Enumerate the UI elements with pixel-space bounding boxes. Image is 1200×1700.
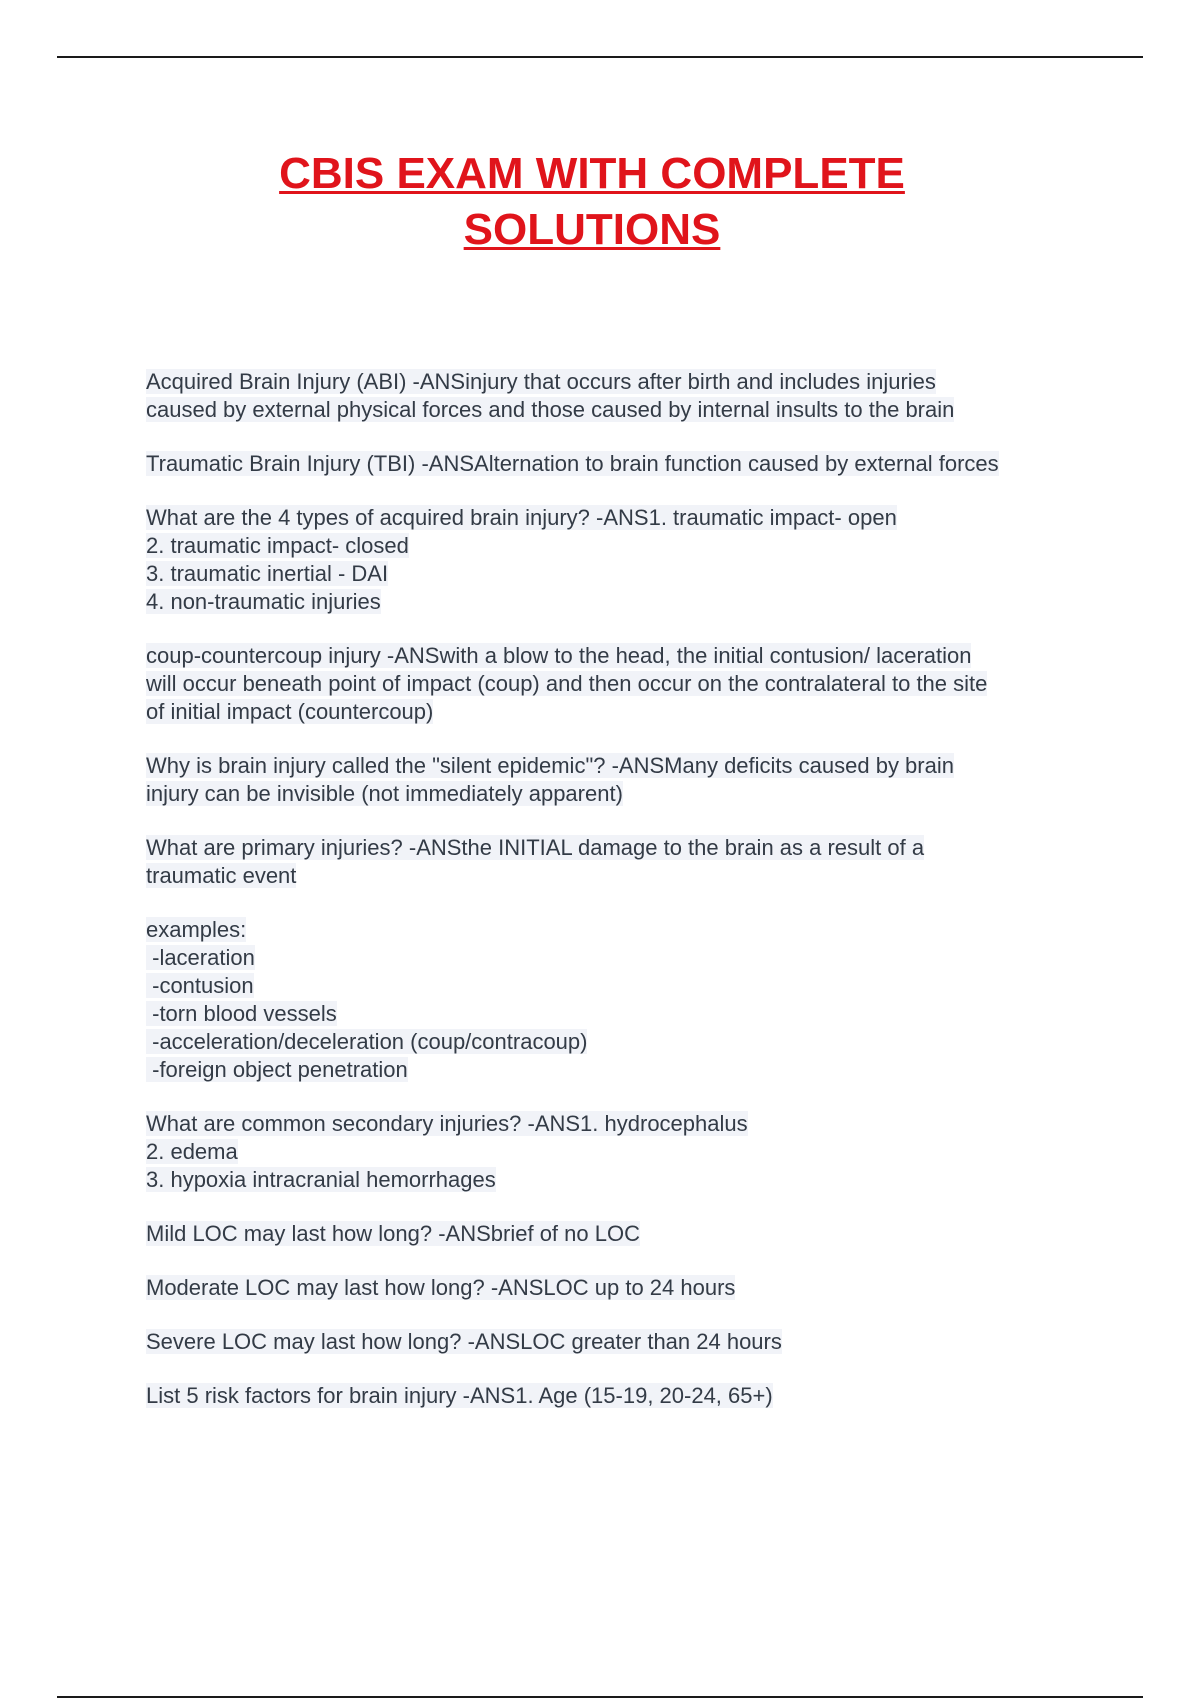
qa-entry-line <box>146 1138 1146 1166</box>
qa-entry-line <box>146 1110 1146 1138</box>
qa-entry-line <box>146 450 1146 478</box>
qa-entry-text: will occur beneath point of impact (coup) and then occur on the contralateral to the site <box>146 671 988 696</box>
qa-entry-text: 4. non-traumatic injuries <box>146 589 381 614</box>
qa-entry-line <box>146 670 1146 698</box>
qa-entry <box>146 1382 1146 1410</box>
qa-entry-text: What are primary injuries? -ANSthe INITIAL damage to the brain as a result of a <box>146 835 925 860</box>
qa-entry-line <box>146 560 1146 588</box>
qa-entry-text: What are the 4 types of acquired brain injury? -ANS1. traumatic impact- open <box>146 505 897 530</box>
qa-entry-line <box>146 1028 1146 1056</box>
qa-entry-line <box>146 780 1146 808</box>
qa-entry-line <box>146 1220 1146 1248</box>
qa-entry-line <box>146 752 1146 780</box>
qa-entry-text: Why is brain injury called the "silent epidemic"? -ANSMany deficits caused by brain <box>146 753 954 778</box>
qa-entry-text: 3. traumatic inertial - DAI <box>146 561 389 586</box>
qa-entry-line <box>146 1328 1146 1356</box>
qa-entry-text: What are common secondary injuries? -ANS1. hydrocephalus <box>146 1111 748 1136</box>
qa-entry-line <box>146 368 1146 396</box>
qa-entry <box>146 1110 1146 1194</box>
qa-entry-text: -torn blood vessels <box>146 1001 337 1026</box>
qa-entry-text: Severe LOC may last how long? -ANSLOC greater than 24 hours <box>146 1329 782 1354</box>
qa-entry <box>146 916 1146 1084</box>
qa-entry-line <box>146 916 1146 944</box>
qa-entry <box>146 752 1146 808</box>
qa-entry-line <box>146 588 1146 616</box>
qa-entry <box>146 1328 1146 1356</box>
qa-entry <box>146 504 1146 616</box>
qa-entry-text: -contusion <box>146 973 254 998</box>
qa-entry <box>146 642 1146 726</box>
qa-entry-text: -acceleration/deceleration (coup/contracoup) <box>146 1029 588 1054</box>
qa-entry-text: 3. hypoxia intracranial hemorrhages <box>146 1167 496 1192</box>
qa-entry-line <box>146 1274 1146 1302</box>
qa-entry-line <box>146 1056 1146 1084</box>
qa-entry-line <box>146 396 1146 424</box>
qa-entry-text: Mild LOC may last how long? -ANSbrief of no LOC <box>146 1221 640 1246</box>
qa-entry-line <box>146 1382 1146 1410</box>
qa-entry-line <box>146 944 1146 972</box>
qa-entry-line <box>146 504 1146 532</box>
qa-entry <box>146 368 1146 424</box>
qa-entry <box>146 1274 1146 1302</box>
title-line-2: SOLUTIONS <box>463 205 721 254</box>
qa-entry-line <box>146 972 1146 1000</box>
qa-entry-line <box>146 698 1146 726</box>
qa-entry-text: List 5 risk factors for brain injury -ANS1. Age (15-19, 20-24, 65+) <box>146 1383 773 1408</box>
qa-entry-line <box>146 642 1146 670</box>
qa-entry-text: -laceration <box>146 945 255 970</box>
qa-entry-text: Acquired Brain Injury (ABI) -ANSinjury that occurs after birth and includes injuries <box>146 369 936 394</box>
qa-entry-text: 2. traumatic impact- closed <box>146 533 409 558</box>
bottom-rule <box>57 1696 1143 1698</box>
qa-entry-text: 2. edema <box>146 1139 238 1164</box>
top-rule <box>57 56 1143 58</box>
qa-entry-line <box>146 1166 1146 1194</box>
qa-entry-line <box>146 532 1146 560</box>
qa-entry-text: coup-countercoup injury -ANSwith a blow to the head, the initial contusion/ laceration <box>146 643 972 668</box>
qa-entry <box>146 450 1146 478</box>
qa-entry-text: -foreign object penetration <box>146 1057 408 1082</box>
qa-entry-text: Moderate LOC may last how long? -ANSLOC up to 24 hours <box>146 1275 736 1300</box>
title-line-1: CBIS EXAM WITH COMPLETE <box>279 149 905 198</box>
qa-entry-text: traumatic event <box>146 863 297 888</box>
document-title <box>150 146 1034 258</box>
qa-entry <box>146 834 1146 890</box>
qa-entry <box>146 1220 1146 1248</box>
qa-entry-text: injury can be invisible (not immediately apparent) <box>146 781 623 806</box>
qa-entry-text: of initial impact (countercoup) <box>146 699 434 724</box>
qa-entry-line <box>146 1000 1146 1028</box>
qa-entry-text: Traumatic Brain Injury (TBI) -ANSAlternation to brain function caused by external forces <box>146 451 999 476</box>
qa-entry-text: examples: <box>146 917 247 942</box>
qa-entry-line <box>146 834 1146 862</box>
qa-entry-text: caused by external physical forces and those caused by internal insults to the brain <box>146 397 955 422</box>
qa-entry-line <box>146 862 1146 890</box>
qa-content <box>146 368 1146 1436</box>
